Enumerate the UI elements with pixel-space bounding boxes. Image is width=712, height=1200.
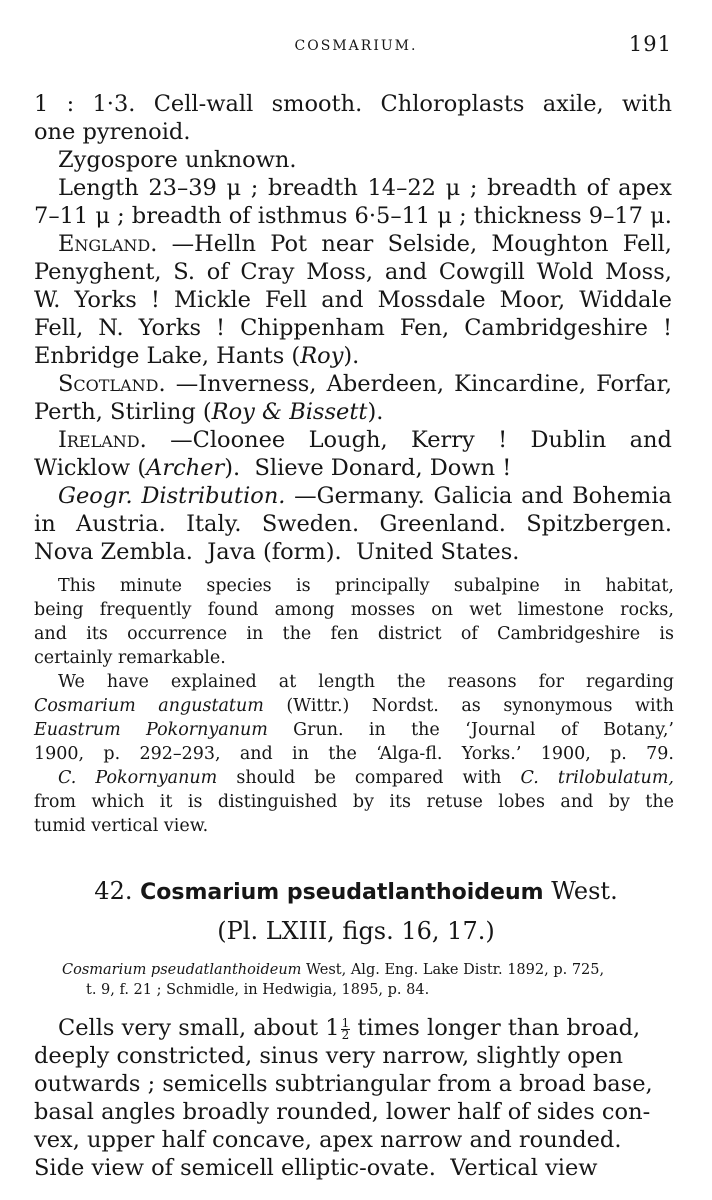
word: 1900, (540, 744, 591, 764)
word: species (206, 576, 272, 596)
word: S. (173, 259, 196, 285)
word: of (206, 259, 229, 285)
italic-text: Roy & Bissett (211, 399, 368, 425)
text-segment: Perth, Stirling ( (34, 399, 212, 425)
body-line (34, 426, 672, 454)
text-segment: Zygospore unknown. (58, 147, 297, 173)
word: μ (445, 175, 461, 201)
word: Moughton (491, 231, 609, 257)
description-line (34, 1154, 672, 1182)
word: district (377, 624, 442, 644)
italic-text: Roy (300, 343, 344, 369)
word: μ. (650, 203, 672, 229)
word: Pot (270, 231, 308, 257)
word: on (431, 600, 454, 620)
note-line (34, 622, 674, 646)
word: Yorks (74, 287, 137, 313)
reference-line (62, 960, 678, 980)
body-line (34, 370, 672, 398)
word: is (187, 792, 203, 812)
word: compared (354, 768, 444, 788)
text-segment: t. 9, f. 21 ; Schmidle, in Hedwigia, 1895, p. 84. (86, 982, 430, 998)
note-line (34, 790, 674, 814)
word: occurrence (127, 624, 228, 644)
word: Greenland. (379, 511, 506, 537)
word: 1900, (34, 744, 85, 764)
word: in (292, 744, 309, 764)
word: μ (95, 203, 110, 229)
word: smooth. (271, 91, 363, 117)
word: Geogr. (58, 483, 133, 509)
word: p. (610, 744, 627, 764)
word: of (228, 203, 251, 229)
body-line (34, 258, 672, 286)
running-head-title: COSMARIUM. (294, 38, 418, 54)
description-line (34, 1042, 672, 1070)
description-line (34, 1070, 672, 1098)
word: ! (150, 287, 160, 313)
word: Cray (240, 259, 295, 285)
description-line-part: Cells very small, about 1 $\frac{1}{2}$ times longer than broad, (58, 1015, 641, 1042)
word: Pokornyanum (146, 720, 268, 740)
literature-references (62, 960, 678, 1000)
word: frequently (99, 600, 192, 620)
word: angustatum (158, 696, 264, 716)
word: Nordst. (371, 696, 439, 716)
word: Ireland. (58, 427, 147, 453)
text-segment: West, Alg. Eng. Lake Distr. 1892, p. 725, (301, 962, 605, 978)
word: by (352, 792, 374, 812)
body-line (34, 90, 672, 118)
word: μ (437, 203, 452, 229)
note-line (34, 574, 674, 598)
italic-text: Archer (146, 455, 225, 481)
word: Yorks.’ (461, 744, 522, 764)
word: This (58, 576, 96, 596)
word: —Germany. (294, 483, 425, 509)
word: Austria. (75, 511, 166, 537)
word: Sweden. (261, 511, 360, 537)
body-line (34, 454, 672, 482)
word: Galicia (433, 483, 513, 509)
word: Euastrum (34, 720, 121, 740)
word: by (608, 792, 630, 812)
word: subalpine (453, 576, 540, 596)
note-line (34, 766, 674, 790)
body-line (34, 398, 672, 426)
body-line (34, 202, 672, 230)
word: thickness (473, 203, 582, 229)
body-line (34, 342, 672, 370)
species-number: 42. (94, 877, 133, 905)
word: trilobulatum, (557, 768, 674, 788)
word: Cambridgeshire (497, 624, 641, 644)
species-41-notes (34, 574, 674, 838)
word: for (538, 672, 564, 692)
word: Moor, (499, 287, 566, 313)
word: Cosmarium (34, 696, 136, 716)
word: as (461, 696, 481, 716)
word: principally (334, 576, 430, 596)
description-text: basal angles broadly rounded, lower half of sides con- (34, 1099, 651, 1125)
word: axile, (542, 91, 604, 117)
word: with (635, 696, 674, 716)
word: ; (469, 175, 478, 201)
word: 9–17 (588, 203, 643, 229)
species-heading (0, 876, 712, 908)
word: retuse (426, 792, 483, 812)
word: which (91, 792, 145, 812)
description-text: vex, upper half concave, apex narrow and rounded. (34, 1127, 622, 1153)
word: at (278, 672, 297, 692)
word: Chippenham (240, 315, 385, 341)
word: Cowgill (438, 259, 525, 285)
description-line (34, 1126, 672, 1154)
body-line (34, 174, 672, 202)
word: rocks, (620, 600, 674, 620)
word: in (34, 511, 56, 537)
word: Forfar, (596, 371, 672, 397)
word: Spitzbergen. (526, 511, 672, 537)
body-line (34, 146, 672, 174)
text-segment: certainly remarkable. (34, 648, 226, 668)
word: ‘Alga-fl. (376, 744, 443, 764)
note-line (34, 598, 674, 622)
description-text: Side view of semicell elliptic-ovate. Vertical view (34, 1155, 598, 1181)
word: Italy. (186, 511, 242, 537)
word: of (586, 175, 609, 201)
word: C. (520, 768, 539, 788)
note-line (34, 742, 674, 766)
word: habitat, (605, 576, 674, 596)
text-segment: Enbridge Lake, Hants ( (34, 343, 301, 369)
word: Lough, (308, 427, 388, 453)
text-segment: Nova Zembla. Java (form). United States. (34, 539, 520, 565)
word: the (411, 720, 440, 740)
word: breadth (267, 175, 358, 201)
word: Fell, (622, 231, 672, 257)
word: p. (103, 744, 121, 764)
body-line (34, 538, 672, 566)
one-half-fraction: $\frac{1}{2}$ (341, 1015, 350, 1042)
word: We (58, 672, 85, 692)
word: England. (58, 231, 158, 257)
word: is (296, 576, 311, 596)
word: of (560, 720, 578, 740)
word: 14–22 (367, 175, 436, 201)
word: in (368, 720, 386, 740)
word: from (34, 792, 76, 812)
body-line (34, 118, 672, 146)
word: and (560, 792, 594, 812)
word: Aberdeen, (326, 371, 445, 397)
species-41-continuation (34, 90, 672, 566)
word: should (236, 768, 296, 788)
word: W. (34, 287, 61, 313)
word: Botany,’ (603, 720, 674, 740)
word: the (328, 744, 357, 764)
body-line (34, 314, 672, 342)
body-line (34, 482, 672, 510)
word: Wold (536, 259, 594, 285)
note-line (34, 694, 674, 718)
word: in (564, 576, 582, 596)
word: synonymous (503, 696, 613, 716)
plate-reference: (Pl. LXIII, figs. 16, 17.) (217, 917, 495, 945)
word: be (314, 768, 336, 788)
word: and (34, 624, 67, 644)
word: ; (117, 203, 125, 229)
text-segment: ). (343, 343, 360, 369)
word: and (321, 287, 364, 313)
description-text: deeply constricted, sinus very narrow, slightly open (34, 1043, 623, 1069)
note-line (34, 718, 674, 742)
word: being (34, 600, 84, 620)
word: Moss, (605, 259, 672, 285)
word: ; (250, 175, 259, 201)
word: have (106, 672, 149, 692)
word: breadth (131, 203, 222, 229)
word: : (66, 91, 75, 117)
word: is (659, 624, 674, 644)
word: distinguished (217, 792, 338, 812)
word: limestone (517, 600, 604, 620)
description-text: outwards ; semicells subtriangular from a broad base, (34, 1071, 653, 1097)
word: ; (459, 203, 467, 229)
word: and (629, 427, 672, 453)
description-line (34, 1014, 672, 1042)
word: regarding (585, 672, 674, 692)
word: among (274, 600, 335, 620)
word: Length (58, 175, 139, 201)
word: —Helln (171, 231, 256, 257)
word: Chloroplasts (380, 91, 525, 117)
description-line (34, 1098, 672, 1126)
note-line (34, 814, 674, 838)
word: Yorks (138, 315, 202, 341)
word: ‘Journal (465, 720, 536, 740)
word: Fen, (399, 315, 450, 341)
word: 1 (34, 91, 49, 117)
word: Scotland. (58, 371, 166, 397)
note-line (34, 670, 674, 694)
text-segment: tumid vertical view. (34, 816, 209, 836)
word: ! (662, 315, 672, 341)
word: 23–39 (148, 175, 217, 201)
word: 292–293, (139, 744, 221, 764)
word: with (462, 768, 502, 788)
word: its (389, 792, 412, 812)
word: (Wittr.) (286, 696, 350, 716)
word: ! (498, 427, 508, 453)
body-line (34, 510, 672, 538)
word: ! (216, 315, 226, 341)
word: and (239, 744, 273, 764)
word: near (321, 231, 374, 257)
text-segment: one pyrenoid. (34, 119, 191, 145)
word: Moss, (306, 259, 374, 285)
word: apex (618, 175, 672, 201)
word: Penyghent, (34, 259, 162, 285)
text-segment: ). Slieve Donard, Down ! (224, 455, 512, 481)
word: and (521, 483, 564, 509)
species-description (34, 1014, 672, 1182)
word: its (86, 624, 108, 644)
word: Mickle (173, 287, 251, 313)
word: found (207, 600, 259, 620)
word: Fell, (34, 315, 84, 341)
word: μ (226, 175, 242, 201)
word: fen (330, 624, 359, 644)
word: of (460, 624, 478, 644)
page-number: 191 (628, 32, 672, 56)
reference-line (62, 980, 678, 1000)
word: the (282, 624, 312, 644)
word: it (159, 792, 173, 812)
word: Widdale (579, 287, 672, 313)
word: —Inverness, (175, 371, 317, 397)
word: N. (98, 315, 124, 341)
word: Mossdale (377, 287, 486, 313)
note-line (34, 646, 674, 670)
body-line (34, 286, 672, 314)
word: Bohemia (572, 483, 672, 509)
word: lobes (498, 792, 545, 812)
word: Cambridgeshire (464, 315, 648, 341)
word: Pokornyanum (95, 768, 218, 788)
word: Selside, (387, 231, 478, 257)
word: the (645, 792, 674, 812)
word: 6·5–11 (354, 203, 431, 229)
word: C. (58, 768, 77, 788)
word: isthmus (257, 203, 348, 229)
word: explained (170, 672, 257, 692)
word: Kerry (410, 427, 475, 453)
word: the (396, 672, 426, 692)
species-author: West. (551, 877, 618, 905)
word: reasons (447, 672, 517, 692)
text-segment: Wicklow ( (34, 455, 147, 481)
word: Grun. (293, 720, 344, 740)
word: with (621, 91, 672, 117)
word: Fell (265, 287, 308, 313)
word: and (384, 259, 428, 285)
word: Distribution. (141, 483, 286, 509)
word: 1·3. (92, 91, 136, 117)
word: length (318, 672, 375, 692)
word: 7–11 (34, 203, 89, 229)
word: —Cloonee (170, 427, 286, 453)
word: in (246, 624, 264, 644)
italic-text: Cosmarium pseudatlanthoideum (62, 962, 302, 978)
word: breadth (487, 175, 577, 201)
word: 79. (646, 744, 674, 764)
word: minute (119, 576, 183, 596)
word: mosses (350, 600, 416, 620)
running-head (0, 32, 712, 60)
word: wet (469, 600, 502, 620)
word: Dublin (530, 427, 607, 453)
body-line (34, 230, 672, 258)
text-segment: ). (367, 399, 384, 425)
species-name: Cosmarium pseudatlanthoideum (140, 880, 544, 905)
word: Kincardine, (454, 371, 586, 397)
word: Cell-wall (153, 91, 254, 117)
